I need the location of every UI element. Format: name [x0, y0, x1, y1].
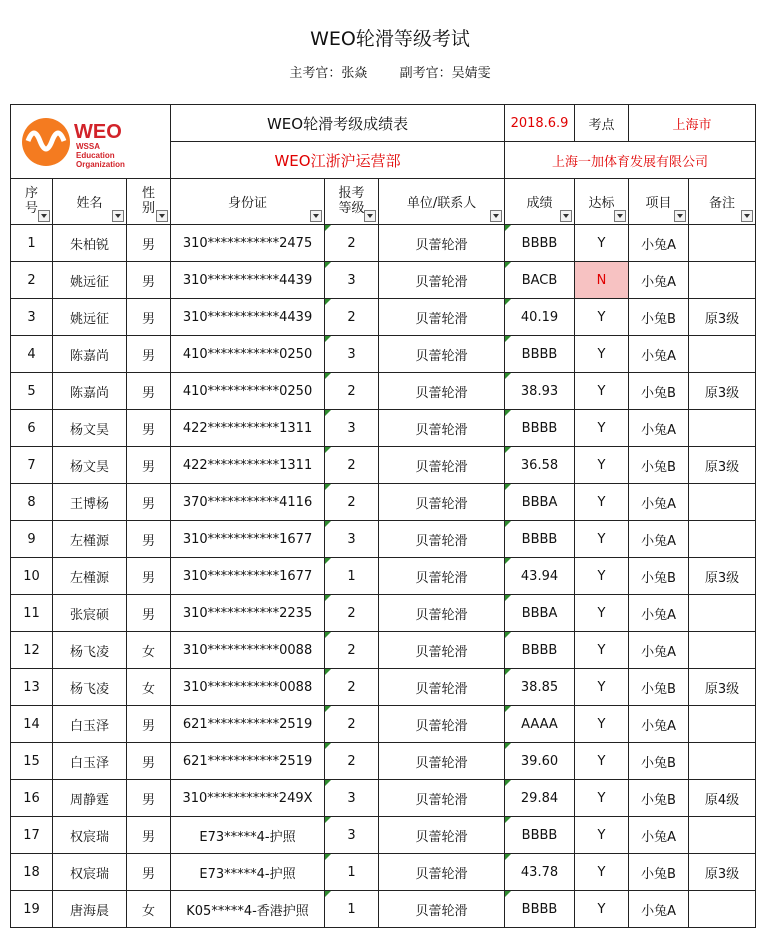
- cell-note-marker: [505, 410, 511, 416]
- cell-unit[interactable]: 贝蕾轮滑: [379, 817, 505, 854]
- cell-pass[interactable]: Y: [575, 521, 629, 558]
- cell-note-marker: [505, 225, 511, 231]
- cell-level[interactable]: 2: [325, 743, 379, 780]
- cell-name[interactable]: 姚远征: [53, 299, 127, 336]
- table-row: [11, 891, 756, 928]
- cell-score[interactable]: AAAA: [505, 706, 575, 743]
- cell-note-marker: [325, 817, 331, 823]
- filter-dropdown-icon[interactable]: [364, 210, 376, 222]
- cell-index[interactable]: 12: [11, 632, 53, 669]
- table-row: [11, 743, 756, 780]
- cell-score[interactable]: BBBB: [505, 817, 575, 854]
- cell-note-marker: [505, 743, 511, 749]
- cell-unit[interactable]: 贝蕾轮滑: [379, 891, 505, 928]
- cell-note-marker: [505, 373, 511, 379]
- cell-id[interactable]: 310***********4439: [171, 262, 325, 299]
- exam-date: 2018.6.9: [505, 105, 575, 142]
- cell-id[interactable]: 310***********0088: [171, 669, 325, 706]
- cell-pass[interactable]: Y: [575, 447, 629, 484]
- cell-id[interactable]: 310***********2235: [171, 595, 325, 632]
- cell-item[interactable]: 小兔A: [629, 336, 689, 373]
- cell-level[interactable]: 2: [325, 595, 379, 632]
- cell-level[interactable]: 2: [325, 632, 379, 669]
- cell-name[interactable]: 白玉泽: [53, 743, 127, 780]
- cell-gender[interactable]: 男: [127, 780, 171, 817]
- cell-index[interactable]: 4: [11, 336, 53, 373]
- cell-unit[interactable]: 贝蕾轮滑: [379, 595, 505, 632]
- cell-note[interactable]: 原3级: [689, 558, 756, 595]
- weo-logo: [16, 111, 166, 173]
- cell-item[interactable]: 小兔A: [629, 484, 689, 521]
- cell-item[interactable]: 小兔B: [629, 669, 689, 706]
- cell-id[interactable]: 410***********0250: [171, 336, 325, 373]
- cell-gender[interactable]: 男: [127, 447, 171, 484]
- cell-level[interactable]: 1: [325, 891, 379, 928]
- cell-gender[interactable]: 男: [127, 521, 171, 558]
- cell-unit[interactable]: 贝蕾轮滑: [379, 521, 505, 558]
- cell-pass[interactable]: Y: [575, 410, 629, 447]
- cell-note[interactable]: [689, 891, 756, 928]
- cell-pass[interactable]: Y: [575, 595, 629, 632]
- cell-level[interactable]: 2: [325, 299, 379, 336]
- cell-index[interactable]: 8: [11, 484, 53, 521]
- cell-pass[interactable]: N: [575, 262, 629, 299]
- cell-gender[interactable]: 男: [127, 410, 171, 447]
- col-id[interactable]: 身份证: [171, 179, 325, 225]
- cell-note-marker: [325, 891, 331, 897]
- cell-note-marker: [505, 669, 511, 675]
- filter-dropdown-icon[interactable]: [614, 210, 626, 222]
- cell-note-marker: [325, 595, 331, 601]
- venue-label: 考点: [575, 105, 629, 142]
- cell-level[interactable]: 2: [325, 225, 379, 262]
- cell-gender[interactable]: 男: [127, 299, 171, 336]
- cell-index[interactable]: 13: [11, 669, 53, 706]
- cell-note-marker: [505, 780, 511, 786]
- logo-brand: WEO: [73, 120, 122, 143]
- cell-note-marker: [505, 336, 511, 342]
- cell-pass[interactable]: Y: [575, 891, 629, 928]
- cell-note-marker: [325, 336, 331, 342]
- cell-unit[interactable]: 贝蕾轮滑: [379, 558, 505, 595]
- examiners-line: [0, 62, 780, 81]
- cell-index[interactable]: 6: [11, 410, 53, 447]
- cell-index[interactable]: 2: [11, 262, 53, 299]
- cell-name[interactable]: 张宸硕: [53, 595, 127, 632]
- cell-note[interactable]: [689, 706, 756, 743]
- filter-dropdown-icon[interactable]: [310, 210, 322, 222]
- cell-index[interactable]: 10: [11, 558, 53, 595]
- cell-note-marker: [325, 447, 331, 453]
- table-row: [11, 595, 756, 632]
- cell-name[interactable]: 周静霆: [53, 780, 127, 817]
- cell-id[interactable]: E73*****4-护照: [171, 854, 325, 891]
- col-item[interactable]: 项目: [629, 179, 689, 225]
- cell-item[interactable]: 小兔A: [629, 521, 689, 558]
- table-row: [11, 373, 756, 410]
- score-sheet: [10, 104, 756, 928]
- cell-id[interactable]: 422***********1311: [171, 447, 325, 484]
- cell-name[interactable]: 姚远征: [53, 262, 127, 299]
- cell-level[interactable]: 3: [325, 336, 379, 373]
- cell-index[interactable]: 17: [11, 817, 53, 854]
- cell-name[interactable]: 白玉泽: [53, 706, 127, 743]
- cell-item[interactable]: 小兔A: [629, 891, 689, 928]
- cell-note[interactable]: [689, 336, 756, 373]
- cell-id[interactable]: 370***********4116: [171, 484, 325, 521]
- cell-level[interactable]: 2: [325, 373, 379, 410]
- cell-note[interactable]: 原4级: [689, 780, 756, 817]
- cell-note-marker: [325, 706, 331, 712]
- cell-index[interactable]: 14: [11, 706, 53, 743]
- cell-gender[interactable]: 男: [127, 817, 171, 854]
- cell-index[interactable]: 19: [11, 891, 53, 928]
- cell-item[interactable]: 小兔A: [629, 595, 689, 632]
- cell-item[interactable]: 小兔B: [629, 299, 689, 336]
- filter-dropdown-icon[interactable]: [741, 210, 753, 222]
- cell-pass[interactable]: Y: [575, 669, 629, 706]
- cell-note-marker: [325, 632, 331, 638]
- col-unit[interactable]: 单位/联系人: [379, 179, 505, 225]
- cell-score[interactable]: BBBB: [505, 521, 575, 558]
- cell-note-marker: [505, 706, 511, 712]
- cell-note-marker: [505, 299, 511, 305]
- logo-org-line-2: Education: [75, 150, 115, 160]
- table-row: [11, 817, 756, 854]
- cell-id[interactable]: K05*****4-香港护照: [171, 891, 325, 928]
- cell-score[interactable]: BBBA: [505, 484, 575, 521]
- cell-gender[interactable]: 男: [127, 484, 171, 521]
- cell-note-marker: [325, 484, 331, 490]
- cell-name[interactable]: 杨文昊: [53, 447, 127, 484]
- cell-pass[interactable]: Y: [575, 780, 629, 817]
- cell-name[interactable]: 权宸瑞: [53, 854, 127, 891]
- cell-gender[interactable]: 男: [127, 854, 171, 891]
- cell-index[interactable]: 11: [11, 595, 53, 632]
- cell-id[interactable]: 422***********1311: [171, 410, 325, 447]
- cell-id[interactable]: 310***********1677: [171, 521, 325, 558]
- cell-note[interactable]: 原3级: [689, 447, 756, 484]
- logo-org-line-1: WSSA: [75, 141, 100, 151]
- cell-gender[interactable]: 男: [127, 373, 171, 410]
- cell-note-marker: [505, 817, 511, 823]
- cell-score[interactable]: BBBB: [505, 336, 575, 373]
- cell-score[interactable]: BACB: [505, 262, 575, 299]
- cell-item[interactable]: 小兔A: [629, 262, 689, 299]
- cell-score[interactable]: 38.93: [505, 373, 575, 410]
- cell-id[interactable]: 410***********0250: [171, 373, 325, 410]
- cell-pass[interactable]: Y: [575, 484, 629, 521]
- cell-id[interactable]: 310***********4439: [171, 299, 325, 336]
- cell-note[interactable]: 原3级: [689, 669, 756, 706]
- cell-unit[interactable]: 贝蕾轮滑: [379, 669, 505, 706]
- cell-score[interactable]: 38.85: [505, 669, 575, 706]
- cell-note[interactable]: [689, 225, 756, 262]
- cell-note[interactable]: 原3级: [689, 373, 756, 410]
- cell-note[interactable]: [689, 262, 756, 299]
- cell-note[interactable]: [689, 743, 756, 780]
- cell-note-marker: [505, 891, 511, 897]
- sheet-name: WEO轮滑考级成绩表: [171, 105, 505, 142]
- table-row: [11, 299, 756, 336]
- page-title: WEO轮滑等级考试: [310, 28, 470, 50]
- cell-score[interactable]: 40.19: [505, 299, 575, 336]
- cell-level[interactable]: 3: [325, 410, 379, 447]
- cell-name[interactable]: 唐海晨: [53, 891, 127, 928]
- cell-note[interactable]: 原3级: [689, 299, 756, 336]
- cell-unit[interactable]: 贝蕾轮滑: [379, 225, 505, 262]
- cell-score[interactable]: 29.84: [505, 780, 575, 817]
- cell-name[interactable]: 王博杨: [53, 484, 127, 521]
- cell-gender[interactable]: 男: [127, 743, 171, 780]
- cell-gender[interactable]: 女: [127, 632, 171, 669]
- cell-name[interactable]: 左槿源: [53, 521, 127, 558]
- cell-item[interactable]: 小兔A: [629, 225, 689, 262]
- table-row: [11, 780, 756, 817]
- cell-item[interactable]: 小兔B: [629, 447, 689, 484]
- col-level[interactable]: 报考等级: [325, 179, 379, 225]
- cell-level[interactable]: 1: [325, 558, 379, 595]
- cell-id[interactable]: 310***********2475: [171, 225, 325, 262]
- cell-gender[interactable]: 男: [127, 262, 171, 299]
- cell-item[interactable]: 小兔A: [629, 410, 689, 447]
- cell-note[interactable]: [689, 817, 756, 854]
- cell-note-marker: [505, 262, 511, 268]
- cell-item[interactable]: 小兔B: [629, 373, 689, 410]
- cell-note-marker: [325, 780, 331, 786]
- cell-pass[interactable]: Y: [575, 632, 629, 669]
- cell-note-marker: [325, 262, 331, 268]
- cell-unit[interactable]: 贝蕾轮滑: [379, 373, 505, 410]
- cell-pass[interactable]: Y: [575, 225, 629, 262]
- table-row: [11, 632, 756, 669]
- cell-unit[interactable]: 贝蕾轮滑: [379, 447, 505, 484]
- cell-id[interactable]: 310***********0088: [171, 632, 325, 669]
- cell-unit[interactable]: 贝蕾轮滑: [379, 336, 505, 373]
- cell-level[interactable]: 3: [325, 262, 379, 299]
- filter-dropdown-icon[interactable]: [674, 210, 686, 222]
- table-row: [11, 521, 756, 558]
- cell-unit[interactable]: 贝蕾轮滑: [379, 262, 505, 299]
- cell-score[interactable]: BBBB: [505, 891, 575, 928]
- cell-note[interactable]: [689, 410, 756, 447]
- cell-score[interactable]: 43.94: [505, 558, 575, 595]
- cell-pass[interactable]: Y: [575, 706, 629, 743]
- cell-id[interactable]: E73*****4-护照: [171, 817, 325, 854]
- cell-name[interactable]: 权宸瑞: [53, 817, 127, 854]
- cell-name[interactable]: 陈嘉尚: [53, 373, 127, 410]
- cell-score[interactable]: 43.78: [505, 854, 575, 891]
- cell-item[interactable]: 小兔A: [629, 632, 689, 669]
- cell-unit[interactable]: 贝蕾轮滑: [379, 484, 505, 521]
- cell-note-marker: [505, 521, 511, 527]
- cell-note[interactable]: [689, 632, 756, 669]
- cell-index[interactable]: 18: [11, 854, 53, 891]
- cell-score[interactable]: BBBA: [505, 595, 575, 632]
- table-row: [11, 447, 756, 484]
- cell-name[interactable]: 杨飞凌: [53, 632, 127, 669]
- cell-unit[interactable]: 贝蕾轮滑: [379, 780, 505, 817]
- cell-index[interactable]: 1: [11, 225, 53, 262]
- cell-level[interactable]: 1: [325, 854, 379, 891]
- cell-note-marker: [505, 484, 511, 490]
- cell-note-marker: [325, 854, 331, 860]
- cell-gender[interactable]: 男: [127, 225, 171, 262]
- cell-level[interactable]: 3: [325, 817, 379, 854]
- cell-gender[interactable]: 女: [127, 669, 171, 706]
- cell-note-marker: [325, 743, 331, 749]
- logo-org-line-3: Organization: [75, 159, 125, 169]
- cell-gender[interactable]: 男: [127, 706, 171, 743]
- cell-gender[interactable]: 女: [127, 891, 171, 928]
- cell-name[interactable]: 杨文昊: [53, 410, 127, 447]
- table-row: [11, 262, 756, 299]
- filter-dropdown-icon[interactable]: [490, 210, 502, 222]
- table-row: [11, 706, 756, 743]
- cell-unit[interactable]: 贝蕾轮滑: [379, 299, 505, 336]
- cell-pass[interactable]: Y: [575, 558, 629, 595]
- table-row: [11, 336, 756, 373]
- cell-unit[interactable]: 贝蕾轮滑: [379, 854, 505, 891]
- cell-score[interactable]: BBBB: [505, 225, 575, 262]
- cell-unit[interactable]: 贝蕾轮滑: [379, 410, 505, 447]
- cell-note[interactable]: 原3级: [689, 854, 756, 891]
- filter-dropdown-icon[interactable]: [112, 210, 124, 222]
- table-body: [11, 225, 756, 928]
- cell-index[interactable]: 16: [11, 780, 53, 817]
- cell-note-marker: [325, 521, 331, 527]
- cell-score[interactable]: BBBB: [505, 410, 575, 447]
- deputy-examiner: 副考官：吴婧雯: [399, 66, 491, 81]
- col-pass[interactable]: 达标: [575, 179, 629, 225]
- col-gender[interactable]: 性别: [127, 179, 171, 225]
- cell-id[interactable]: 310***********249X: [171, 780, 325, 817]
- cell-score[interactable]: 36.58: [505, 447, 575, 484]
- cell-note-marker: [505, 558, 511, 564]
- cell-unit[interactable]: 贝蕾轮滑: [379, 632, 505, 669]
- cell-level[interactable]: 2: [325, 484, 379, 521]
- col-score[interactable]: 成绩: [505, 179, 575, 225]
- cell-name[interactable]: 左槿源: [53, 558, 127, 595]
- logo-cell: [11, 105, 171, 179]
- col-name[interactable]: 姓名: [53, 179, 127, 225]
- cell-item[interactable]: 小兔A: [629, 706, 689, 743]
- cell-gender[interactable]: 男: [127, 558, 171, 595]
- cell-item[interactable]: 小兔A: [629, 817, 689, 854]
- cell-note-marker: [505, 632, 511, 638]
- cell-score[interactable]: BBBB: [505, 632, 575, 669]
- cell-index[interactable]: 9: [11, 521, 53, 558]
- cell-note-marker: [505, 854, 511, 860]
- cell-name[interactable]: 陈嘉尚: [53, 336, 127, 373]
- operator-name: WEO江浙沪运营部: [171, 142, 505, 179]
- cell-note-marker: [325, 558, 331, 564]
- cell-level[interactable]: 2: [325, 447, 379, 484]
- cell-unit[interactable]: 贝蕾轮滑: [379, 706, 505, 743]
- cell-gender[interactable]: 男: [127, 595, 171, 632]
- cell-pass[interactable]: Y: [575, 299, 629, 336]
- venue-value: 上海市: [629, 105, 756, 142]
- table-row: [11, 558, 756, 595]
- column-header-row: [11, 179, 756, 225]
- cell-id[interactable]: 621***********2519: [171, 706, 325, 743]
- col-index[interactable]: 序号: [11, 179, 53, 225]
- table-row: [11, 669, 756, 706]
- cell-note-marker: [325, 299, 331, 305]
- cell-item[interactable]: 小兔B: [629, 558, 689, 595]
- table-row: [11, 854, 756, 891]
- filter-dropdown-icon[interactable]: [156, 210, 168, 222]
- cell-level[interactable]: 2: [325, 669, 379, 706]
- cell-note[interactable]: [689, 484, 756, 521]
- cell-note-marker: [505, 595, 511, 601]
- cell-pass[interactable]: Y: [575, 336, 629, 373]
- cell-note-marker: [325, 373, 331, 379]
- cell-id[interactable]: 310***********1677: [171, 558, 325, 595]
- cell-pass[interactable]: Y: [575, 373, 629, 410]
- cell-score[interactable]: 39.60: [505, 743, 575, 780]
- cell-name[interactable]: 杨飞凌: [53, 669, 127, 706]
- cell-pass[interactable]: Y: [575, 817, 629, 854]
- cell-item[interactable]: 小兔B: [629, 780, 689, 817]
- cell-index[interactable]: 5: [11, 373, 53, 410]
- cell-note-marker: [325, 669, 331, 675]
- filter-dropdown-icon[interactable]: [560, 210, 572, 222]
- cell-pass[interactable]: Y: [575, 854, 629, 891]
- table-row: [11, 410, 756, 447]
- cell-item[interactable]: 小兔B: [629, 743, 689, 780]
- cell-gender[interactable]: 男: [127, 336, 171, 373]
- cell-index[interactable]: 3: [11, 299, 53, 336]
- cell-pass[interactable]: Y: [575, 743, 629, 780]
- cell-index[interactable]: 7: [11, 447, 53, 484]
- cell-note-marker: [325, 225, 331, 231]
- table-row: [11, 225, 756, 262]
- cell-level[interactable]: 3: [325, 780, 379, 817]
- cell-note-marker: [505, 447, 511, 453]
- col-note[interactable]: 备注: [689, 179, 756, 225]
- cell-note[interactable]: [689, 521, 756, 558]
- chief-examiner: 主考官：张焱: [289, 66, 368, 81]
- cell-id[interactable]: 621***********2519: [171, 743, 325, 780]
- cell-level[interactable]: 3: [325, 521, 379, 558]
- table-row: [11, 484, 756, 521]
- cell-level[interactable]: 2: [325, 706, 379, 743]
- cell-note-marker: [325, 410, 331, 416]
- cell-unit[interactable]: 贝蕾轮滑: [379, 743, 505, 780]
- cell-item[interactable]: 小兔B: [629, 854, 689, 891]
- host-company: 上海一加体育发展有限公司: [505, 142, 756, 179]
- cell-name[interactable]: 朱柏锐: [53, 225, 127, 262]
- filter-dropdown-icon[interactable]: [38, 210, 50, 222]
- cell-index[interactable]: 15: [11, 743, 53, 780]
- cell-note[interactable]: [689, 595, 756, 632]
